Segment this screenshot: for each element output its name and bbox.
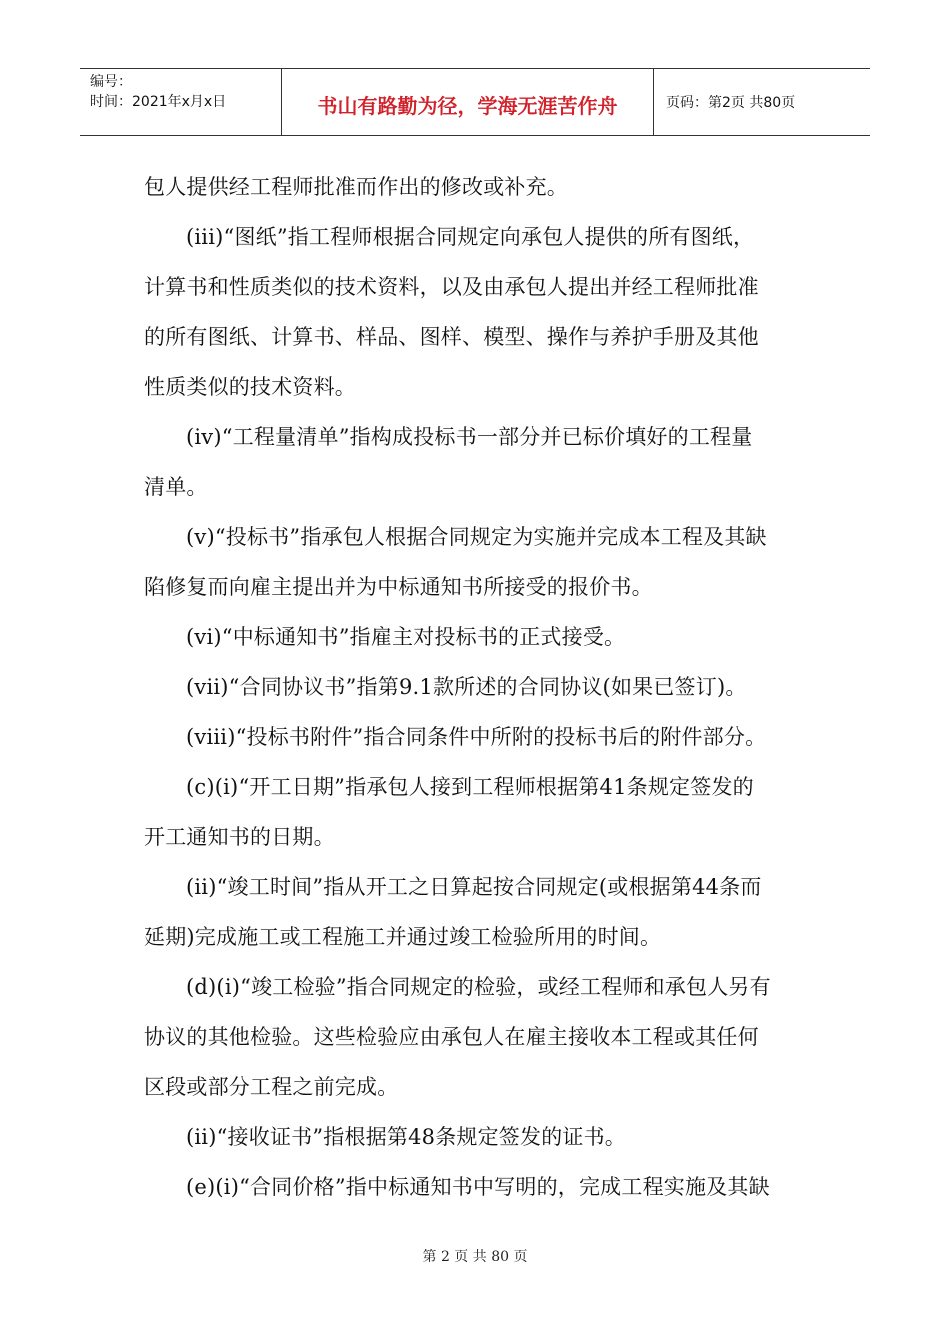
- body-line: (vii)“合同协议书”指第9.1款所述的合同协议(如果已签订)。: [186, 675, 747, 699]
- body-line: 清单。: [144, 475, 208, 499]
- header-page-info: 页码：第2页 共80页: [666, 95, 796, 111]
- page-header: [80, 68, 870, 136]
- body-line: (iii)“图纸”指工程师根据合同规定向承包人提供的所有图纸，: [186, 225, 755, 249]
- body-line: 的所有图纸、计算书、样品、图样、模型、操作与养护手册及其他: [144, 325, 759, 349]
- body-line: (iv)“工程量清单”指构成投标书一部分并已标价填好的工程量: [186, 425, 753, 449]
- body-line: (d)(i)“竣工检验”指合同规定的检验，或经工程师和承包人另有: [186, 975, 771, 999]
- document-number-label: 编号：: [90, 74, 132, 90]
- body-line: 开工通知书的日期。: [144, 825, 335, 849]
- body-line: (c)(i)“开工日期”指承包人接到工程师根据第41条规定签发的: [186, 775, 754, 799]
- header-meta: [80, 69, 282, 135]
- body-line: (viii)“投标书附件”指合同条件中所附的投标书后的附件部分。: [186, 725, 767, 749]
- header-motto: 书山有路勤为径，学海无涯苦作舟: [282, 69, 654, 135]
- body-line: (ii)“接收证书”指根据第48条规定签发的证书。: [186, 1125, 627, 1149]
- body-line: 协议的其他检验。这些检验应由承包人在雇主接收本工程或其任何: [144, 1025, 759, 1049]
- page-footer: 第 2 页 共 80 页: [422, 1249, 528, 1265]
- body-line: (ii)“竣工时间”指从开工之日算起按合同规定(或根据第44条而: [186, 875, 762, 899]
- document-body: [144, 162, 808, 1212]
- body-line: 性质类似的技术资料。: [144, 375, 356, 399]
- body-line: (e)(i)“合同价格”指中标通知书中写明的，完成工程实施及其缺: [186, 1175, 770, 1199]
- body-line: 延期)完成施工或工程施工并通过竣工检验所用的时间。: [144, 925, 662, 949]
- body-line: 区段或部分工程之前完成。: [144, 1075, 399, 1099]
- body-line: 计算书和性质类似的技术资料，以及由承包人提出并经工程师批准: [144, 275, 759, 299]
- body-line: 陷修复而向雇主提出并为中标通知书所接受的报价书。: [144, 575, 653, 599]
- body-line: (v)“投标书”指承包人根据合同规定为实施并完成本工程及其缺: [186, 525, 767, 549]
- document-time-label: 时间：2021年x月x日: [90, 94, 227, 110]
- body-line: (vi)“中标通知书”指雇主对投标书的正式接受。: [186, 625, 626, 649]
- body-line: 包人提供经工程师批准而作出的修改或补充。: [144, 175, 568, 199]
